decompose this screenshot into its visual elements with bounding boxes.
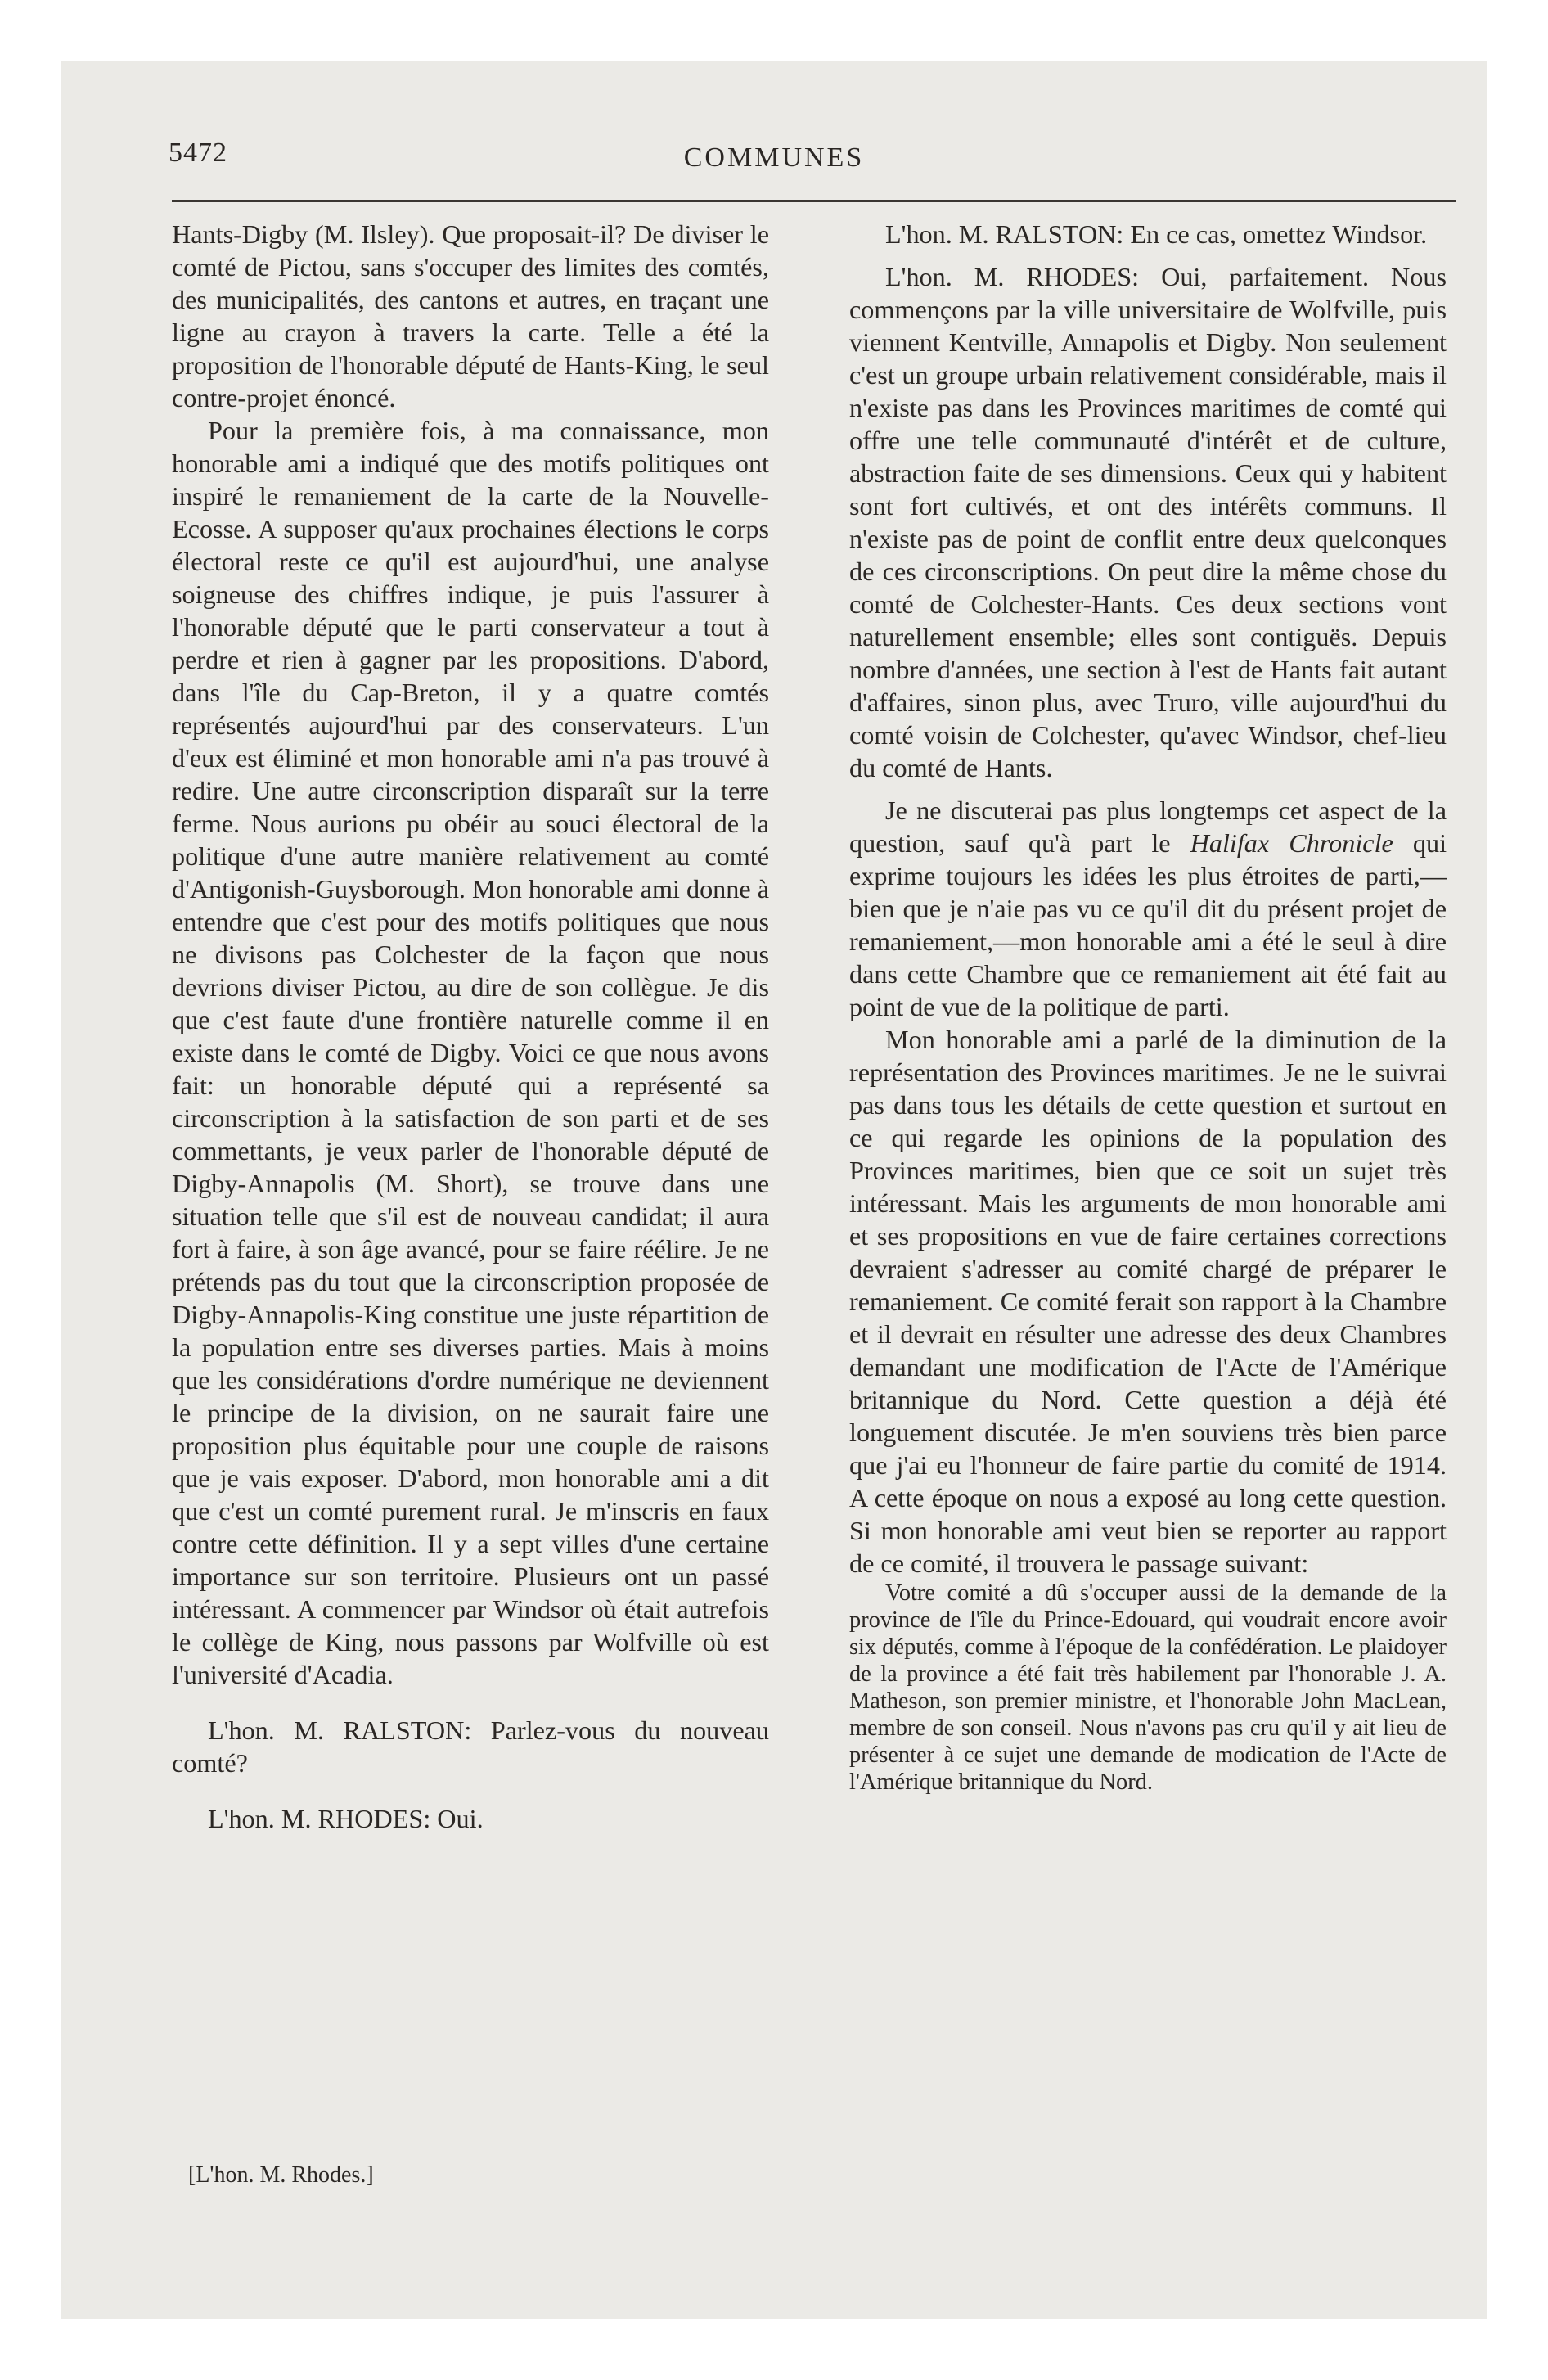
speaker-paragraph: L'hon. M. RALSTON: Parlez-vous du nouveau comté? bbox=[172, 1715, 769, 1778]
header-rule bbox=[753, 200, 1456, 202]
paragraph: Hants-Digby (M. Ilsley). Que proposait-il? De diviser le comté de Pictou, sans s'occuper des limites des comtés, des municipalités, des cantons et autres, en traçant une ligne au crayon à travers la carte. Telle a été la proposition de l'honorable député de Hants-King, le seul contre-projet énoncé. bbox=[172, 219, 769, 412]
left-column bbox=[172, 218, 769, 1835]
block-quote: Votre comité a dû s'occuper aussi de la demande de la province de l'île du Prince-Edouard, qui voudrait encore avoir six députés, comme à l'époque de la confédération. Le plaidoyer de la province a été fait très habilement par l'honorable J. A. Matheson, son premier ministre, et l'honorable John MacLean, membre de son conseil. Nous n'avons pas cru qu'il y ait lieu de présenter à ce sujet une demande de modication de l'Acte de l'Amérique britannique du Nord. bbox=[849, 1580, 1447, 1795]
speaker-paragraph: L'hon. M. RHODES: Oui, parfaitement. Nous commençons par la ville universitaire de Wolfville, puis viennent Kentville, Annapolis et Digby. Non seulement c'est un groupe urbain relativement considérable, mais il n'existe pas dans les Provinces maritimes de comté qui offre une telle communauté d'intérêt et de culture, abstraction faite de ses dimensions. Ceux qui y habitent sont fort cultivés, et ont des intérêts communs. Il n'existe pas de point de conflit entre deux quelconques de ces circonscriptions. On peut dire la même chose du comté de Colchester-Hants. Ces deux sections vont naturellement ensemble; elles sont contiguës. Depuis nombre d'années, une section à l'est de Hants fait autant d'affaires, sinon plus, avec Truro, ville aujourd'hui du comté voisin de Colchester, qu'avec Windsor, chef-lieu du comté de Hants. bbox=[849, 262, 1447, 782]
paragraph: Pour la première fois, à ma connaissance, mon honorable ami a indiqué que des motifs politiques ont inspiré le remaniement de la carte de la Nouvelle-Ecosse. A supposer qu'aux prochaines élections le corps électoral reste ce qu'il est aujourd'hui, une analyse soigneuse des chiffres indique, je puis l'assurer à l'honorable député que le parti conservateur a tout à perdre et rien à gagner par les propositions. D'abord, dans l'île du Cap-Breton, il y a quatre comtés représentés aujourd'hui par des conservateurs. L'un d'eux est éliminé et mon honorable ami n'a pas trouvé à redire. Une autre circonscription disparaît sur la terre ferme. Nous aurions pu obéir au souci électoral de la politique d'une autre manière relativement au comté d'Antigonish-Guysborough. Mon honorable ami donne à entendre que c'est pour des motifs politiques que nous ne divisons pas Colchester de la façon que nous devrions diviser Pictou, au dire de son collègue. Je dis que c'est faute d'une frontière naturelle comme il en existe dans le comté de Digby. Voici ce que nous avons fait: un honorable député qui a représenté sa circonscription à la satisfaction de son parti et de ses commettants, je veux parler de l'honorable député de Digby-Annapolis (M. Short), se trouve dans une situation telle que s'il est de nouveau candidat; il aura fort à faire, à son âge avancé, pour se faire réélire. Je ne prétends pas du tout que la circonscription proposée de Digby-Annapolis-King constitue une juste répartition de la population entre ses diverses parties. Mais à moins que les considérations d'ordre numérique ne deviennent le principe de la division, on ne saurait faire une proposition plus équitable pour une couple de raisons que je vais exposer. D'abord, mon honorable ami a dit que c'est un comté purement rural. Je m'inscris en faux contre cette définition. Il y a sept villes d'une certaine importance sur son territoire. Plusieurs ont un passé intéressant. A commencer par Windsor où était autrefois le collège de King, nous passons par Wolfville où est l'université d'Acadia. bbox=[172, 416, 769, 1689]
page-number: 5472 bbox=[169, 137, 227, 168]
page-header bbox=[169, 137, 1379, 187]
speaker-paragraph: L'hon. M. RALSTON: En ce cas, omettez Windsor. bbox=[885, 219, 1428, 249]
continuation-note: [L'hon. M. Rhodes.] bbox=[188, 2162, 374, 2188]
text-run: qui exprime toujours les idées les plus étroites de parti,—bien que je n'aie pas vu ce qu'il dit du présent projet de remaniement,—mon honorable ami a été le seul à dire dans cette Chambre que ce remaniement ait été fait au point de vue de la politique de parti. bbox=[849, 828, 1447, 1021]
header-rule bbox=[172, 200, 761, 202]
newspaper-title: Halifax Chronicle bbox=[1190, 828, 1393, 858]
paragraph bbox=[849, 794, 1447, 1023]
text-run: Je ne discuterai pas plus longtemps cet aspect de la question, sauf qu'à part le bbox=[849, 796, 1447, 858]
speaker-paragraph: L'hon. M. RHODES: Oui. bbox=[208, 1804, 484, 1833]
right-column bbox=[849, 218, 1447, 1796]
paragraph: Mon honorable ami a parlé de la diminution de la représentation des Provinces maritimes. Je ne le suivrai pas dans tous les détails de cette question et surtout en ce qui regarde les opinions de la population des Provinces maritimes, bien que ce soit un sujet très intéressant. Mais les arguments de mon honorable ami et ses propositions en vue de faire certaines corrections devraient s'adresser au comité chargé de préparer le remaniement. Ce comité ferait son rapport à la Chambre et il devrait en résulter une adresse des deux Chambres demandant une modification de l'Acte de l'Amérique britannique du Nord. Cette question a déjà été longuement discutée. Je m'en souviens très bien parce que j'ai eu l'honneur de faire partie du comité de 1914. A cette époque on nous a exposé au long cette question. Si mon honorable ami veut bien se reporter au rapport de ce comité, il trouvera le passage suivant: bbox=[849, 1025, 1447, 1578]
running-head: COMMUNES bbox=[683, 142, 865, 173]
